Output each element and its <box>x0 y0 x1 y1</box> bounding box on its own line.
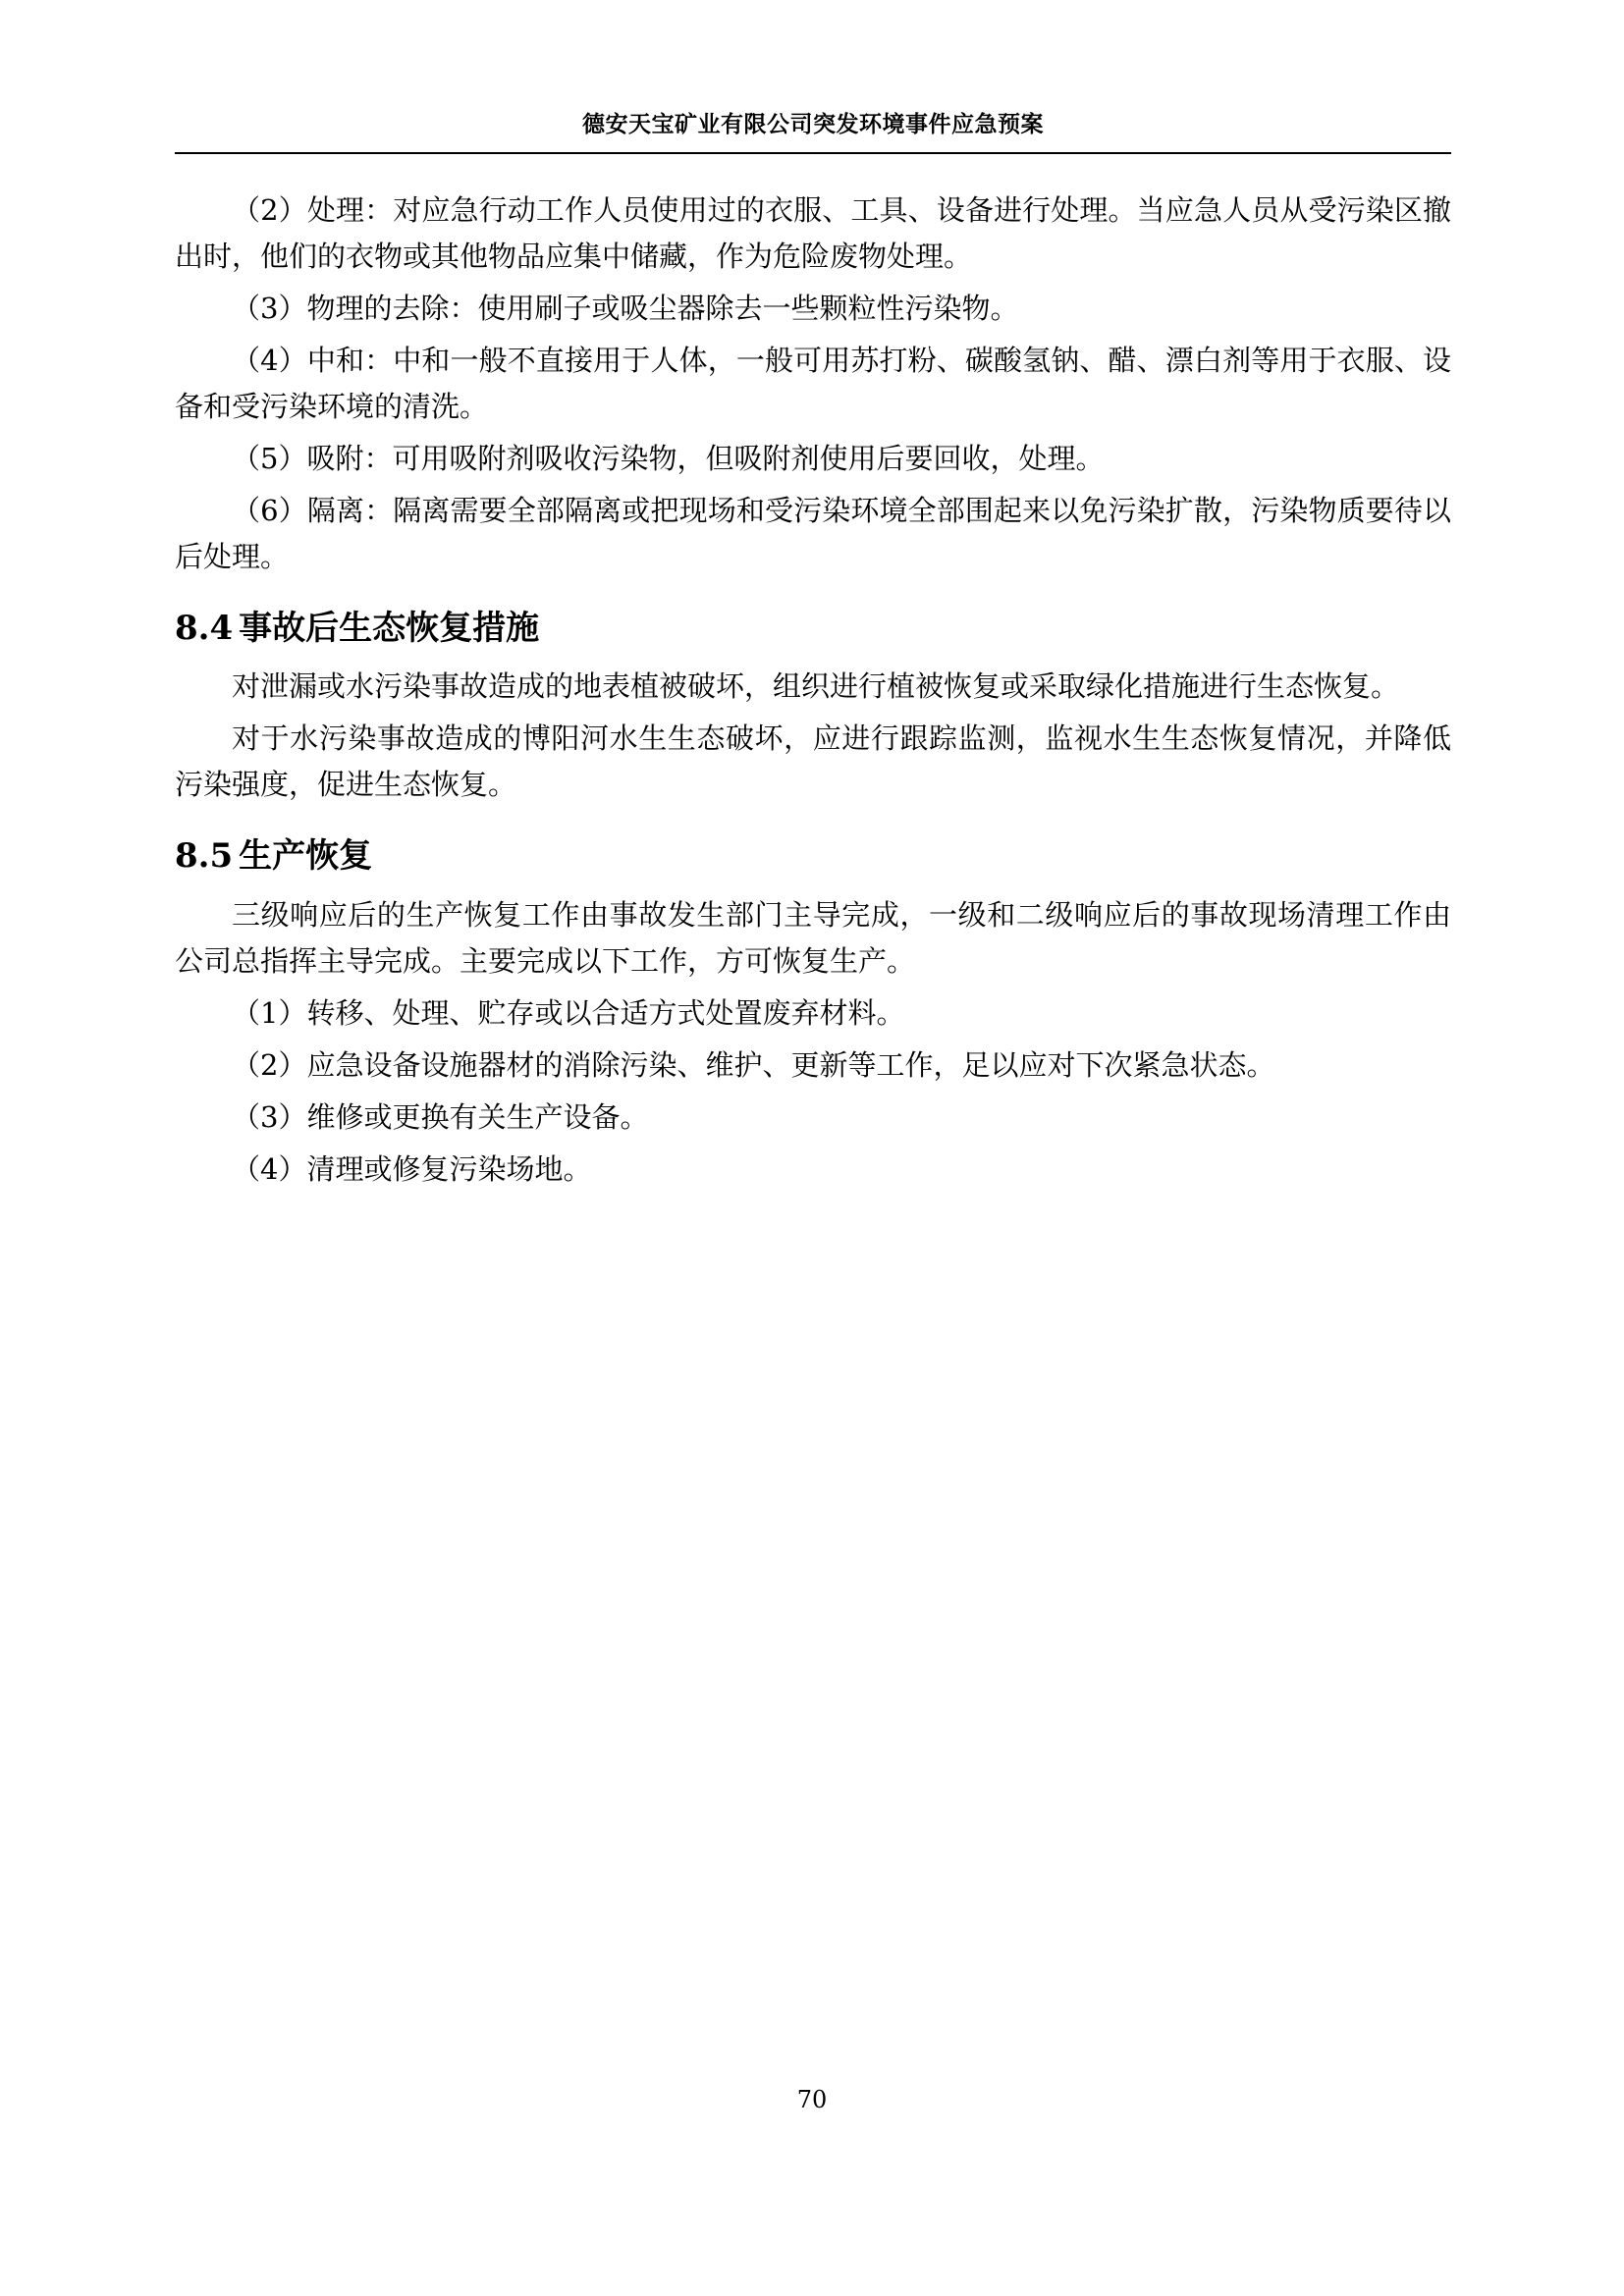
paragraph: 对于水污染事故造成的博阳河水生生态破坏，应进行跟踪监测，监视水生生态恢复情况，并降低污染强度，促进生态恢复。 <box>175 721 1451 802</box>
page-content <box>175 0 1451 1199</box>
paragraph: （3）物理的去除：使用刷子或吸尘器除去一些颗粒性污染物。 <box>232 291 1019 325</box>
page-number: 70 <box>796 2086 828 2113</box>
paragraph: （6）隔离：隔离需要全部隔离或把现场和受污染环境全部围起来以免污染扩散，污染物质要待以后处理。 <box>175 493 1451 573</box>
header-divider <box>175 152 1451 154</box>
paragraph: （1）转移、处理、贮存或以合适方式处置废弃材料。 <box>232 995 905 1030</box>
section-title: 生产恢复 <box>239 836 373 877</box>
paragraph: （2）处理：对应急行动工作人员使用过的衣服、工具、设备进行处理。当应急人员从受污染区撤出时，他们的衣物或其他物品应集中储藏，作为危险废物处理。 <box>175 193 1451 273</box>
section-number: 8.4 <box>175 608 234 648</box>
page-header: 德安天宝矿业有限公司突发环境事件应急预案 <box>582 112 1044 137</box>
section-heading-8-4 <box>175 606 1451 653</box>
document-body <box>175 187 1451 1193</box>
paragraph: （4）中和：中和一般不直接用于人体，一般可用苏打粉、碳酸氢钠、醋、漂白剂等用于衣服、设备和受污染环境的清洗。 <box>175 343 1451 423</box>
section-number: 8.5 <box>175 836 234 877</box>
section-heading-8-5 <box>175 833 1451 881</box>
paragraph: （2）应急设备设施器材的消除污染、维护、更新等工作，足以应对下次紧急状态。 <box>232 1047 1275 1082</box>
paragraph: （4）清理或修复污染场地。 <box>232 1151 592 1186</box>
paragraph: 三级响应后的生产恢复工作由事故发生部门主导完成，一级和二级响应后的事故现场清理工作由公司总指挥主导完成。主要完成以下工作，方可恢复生产。 <box>175 897 1451 978</box>
section-title: 事故后生态恢复措施 <box>239 608 540 648</box>
paragraph: （5）吸附：可用吸附剂吸收污染物，但吸附剂使用后要回收，处理。 <box>232 441 1105 475</box>
paragraph: （3）维修或更换有关生产设备。 <box>232 1099 649 1134</box>
paragraph: 对泄漏或水污染事故造成的地表植被破坏，组织进行植被恢复或采取绿化措施进行生态恢复。 <box>232 669 1400 704</box>
